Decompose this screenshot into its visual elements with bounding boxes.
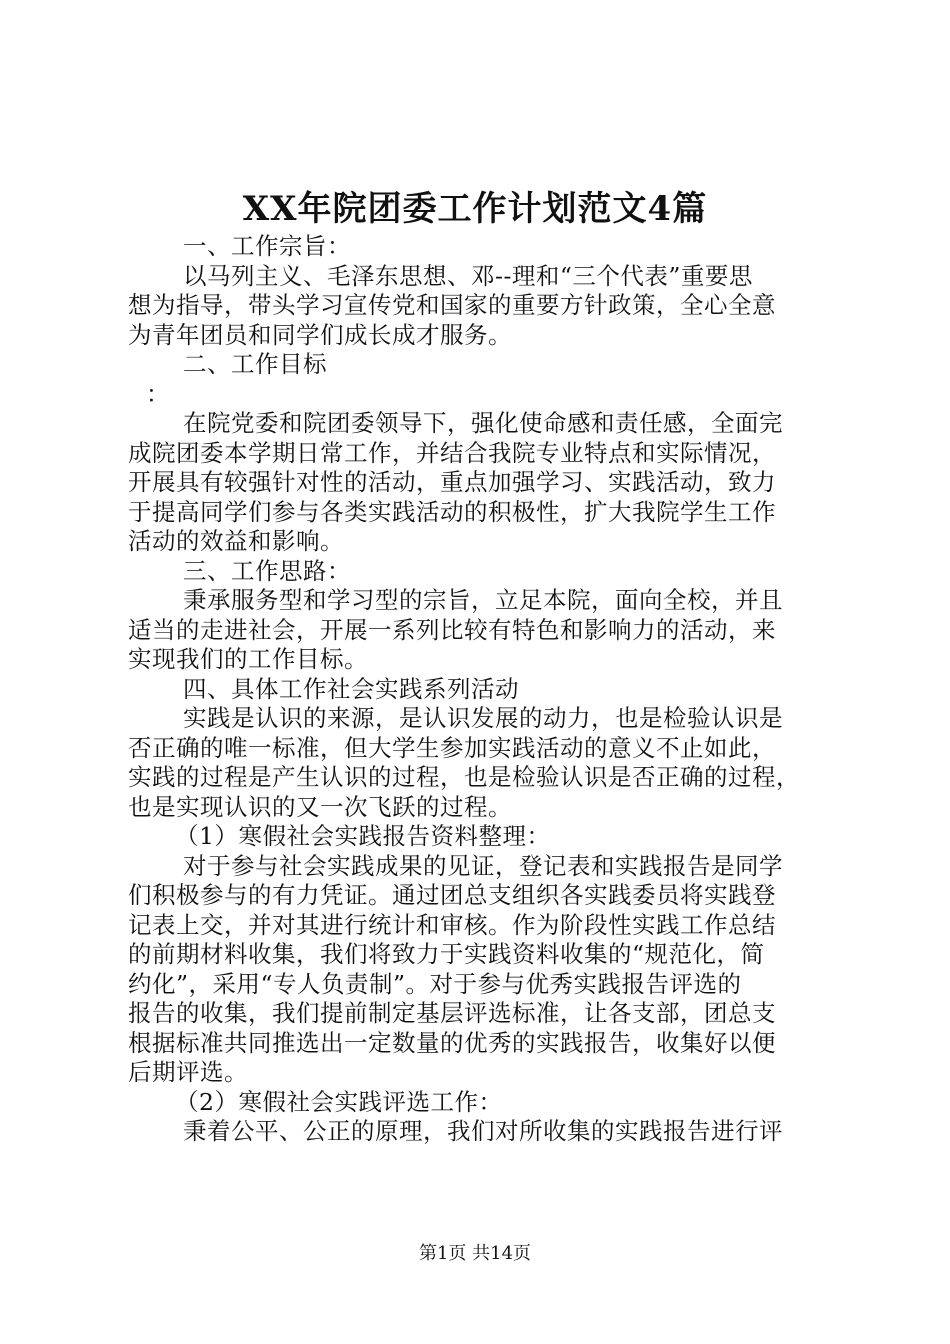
paragraph-line: 在院党委和院团委领导下，强化使命感和责任感，全面完 xyxy=(183,409,783,437)
paragraph-line: 后期评选。 xyxy=(128,1058,248,1086)
paragraph-line: 报告的收集，我们提前制定基层评选标准，让各支部，团总支 xyxy=(128,999,776,1027)
paragraph-line: 约化”，采用“专人负责制”。对于参与优秀实践报告评选的 xyxy=(128,969,742,998)
paragraph-line: 秉着公平、公正的原理，我们对所收集的实践报告进行评 xyxy=(183,1117,783,1145)
paragraph-line: 根据标准共同推选出一定数量的优秀的实践报告，收集好以便 xyxy=(128,1028,776,1057)
page-footer: 第1页 共14页 xyxy=(418,1243,532,1264)
paragraph-line: 为青年团员和同学们成长成才服务。 xyxy=(128,320,512,349)
paragraph-line: 适当的走进社会，开展一系列比较有特色和影响力的活动，来 xyxy=(128,615,776,644)
section-heading: 三、工作思路： xyxy=(183,556,351,585)
paragraph-line: 以马列主义、毛泽东思想、邓--理和“三个代表”重要思 xyxy=(183,261,753,290)
paragraph-line: 否正确的唯一标准，但大学生参加实践活动的意义不止如此， xyxy=(128,733,776,762)
paragraph-line: 秉承服务型和学习型的宗旨，立足本院，面向全校，并且 xyxy=(183,586,783,614)
section-heading: 二、工作目标 xyxy=(183,350,327,378)
document-body xyxy=(128,232,834,1147)
paragraph-line: 们积极参与的有力凭证。通过团总支组织各实践委员将实践登 xyxy=(128,881,776,909)
paragraph-line: 于提高同学们参与各类实践活动的积极性，扩大我院学生工作 xyxy=(128,497,776,526)
paragraph-line: 活动的效益和影响。 xyxy=(128,527,344,555)
paragraph-line: ： xyxy=(146,379,170,408)
paragraph-line: 想为指导，带头学习宣传党和国家的重要方针政策，全心全意 xyxy=(128,291,776,319)
paragraph-line: 成院团委本学期日常工作，并结合我院专业特点和实际情况， xyxy=(128,438,776,467)
document-title: XX年院团委工作计划范文4篇 xyxy=(242,189,708,229)
paragraph-line: 对于参与社会实践成果的见证，登记表和实践报告是同学 xyxy=(183,851,783,880)
section-heading: 一、工作宗旨： xyxy=(183,232,351,260)
section-heading: 四、具体工作社会实践系列活动 xyxy=(183,674,519,703)
paragraph-line: 也是实现认识的又一次飞跃的过程。 xyxy=(128,792,512,821)
paragraph-line: 实现我们的工作目标。 xyxy=(128,645,368,673)
paragraph-line: 开展具有较强针对性的活动，重点加强学习、实践活动，致力 xyxy=(128,468,776,496)
paragraph-line: 实践的过程是产生认识的过程，也是检验认识是否正确的过程， xyxy=(128,763,800,791)
subsection-heading: （1）寒假社会实践报告资料整理： xyxy=(175,822,551,850)
subsection-heading: （2）寒假社会实践评选工作： xyxy=(175,1087,503,1116)
paragraph-line: 的前期材料收集，我们将致力于实践资料收集的“规范化，简 xyxy=(128,940,765,968)
paragraph-line: 记表上交，并对其进行统计和审核。作为阶段性实践工作总结 xyxy=(128,910,776,939)
paragraph-line: 实践是认识的来源，是认识发展的动力，也是检验认识是 xyxy=(183,704,783,732)
